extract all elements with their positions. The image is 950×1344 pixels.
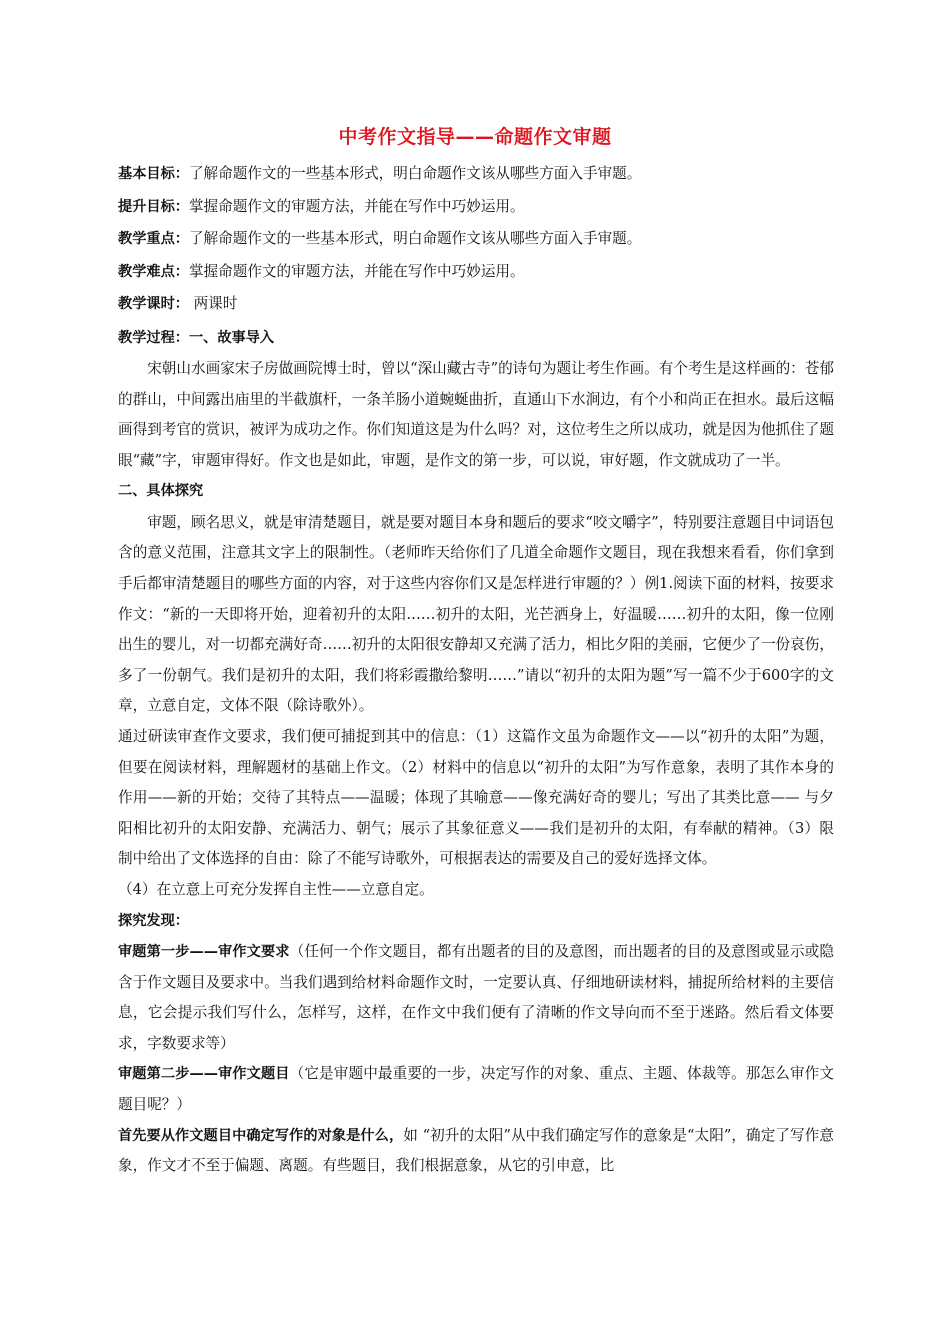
step2-text: （它是审题中最重要的一步，决定写作的对象、重点、主题、体裁等。那怎么审作文题目呢？） <box>118 1065 834 1114</box>
objective-advanced <box>118 191 834 224</box>
objective-label: 教学重点： <box>118 231 189 247</box>
first-text: 如 “初升的太阳”从中我们确定写作的意象是“太阳”，确定了写作意象，作文才不至于偏题、离题。有些题目，我们根据意象，从它的引申意，比 <box>118 1126 834 1175</box>
section2-paragraph: 审题，顾名思义，就是审清楚题目，就是要对题目本身和题后的要求“咬文嚼字”，特别要注意题目中词语包含的意义范围，注意其文字上的限制性。（老师昨天给你们了几道全命题作文题目，现在我想来看看，你们拿到手后都审清楚题目的哪些方面的内容，对于这些内容你们又是怎样进行审题的？）例1.阅读下面的材料，按要求作文：“新的一天即将开始，迎着初升的太阳……初升的太阳，光芒洒身上，好温暖……初升的太阳，像一位刚出生的婴儿，对一切都充满好奇……初升的太阳很安静却又充满了活力，相比夕阳的美丽，它便少了一份哀伤，多了一份朝气。我们是初升的太阳，我们将彩霞撒给黎明……”请以“初升的太阳为题”写一篇不少于600字的文章，立意自定，文体不限（除诗歌外）。 <box>118 513 834 715</box>
objective-label: 提升目标： <box>118 198 189 215</box>
story-paragraph: 宋朝山水画家宋子房做画院博士时，曾以“深山藏古寺”的诗句为题让考生作画。有个考生是这样画的：苍郁的群山，中间露出庙里的半截旗杆，一条羊肠小道蜿蜒曲折，直通山下水涧边，有个小和尚正在担水。最后这幅画得到考官的赏识，被评为成功之作。你们知道这是为什么吗？对，这位考生之所以成功，就是因为他抓住了题眼“藏”字，审题审得好。作文也是如此，审题，是作文的第一步，可以说，审好题，作文就成功了一半。 <box>118 360 834 469</box>
teaching-hours <box>118 288 834 321</box>
objective-text: 了解命题作文的一些基本形式，明白命题作文该从哪些方面入手审题。 <box>188 230 642 247</box>
step1-text: （任何一个作文题目，都有出题者的目的及意图，而出题者的目的及意图或显示或隐含于作文题目及要求中。当我们遇到给材料命题作文时，一定要认真、仔细地研读材料，捕捉所给材料的主要信息，它会提示我们写什么，怎样写，这样，在作文中我们便有了清晰的作文导向而不至于迷路。然后看文体要求，字数要求等） <box>118 943 834 1052</box>
step1-paragraph <box>118 937 834 1059</box>
document-title: 中考作文指导——命题作文审题 <box>338 126 612 148</box>
first-paragraph <box>118 1121 834 1182</box>
objective-text: 掌握命题作文的审题方法，并能在写作中巧妙运用。 <box>188 262 525 280</box>
objective-label: 教学难点： <box>118 263 189 280</box>
step2-paragraph <box>118 1059 834 1120</box>
section2-heading: 二、具体探究 <box>118 483 204 500</box>
process-heading: 教学过程：一、故事导入 <box>118 329 275 346</box>
teaching-difficulty <box>118 256 834 289</box>
teaching-focus <box>118 223 834 256</box>
analysis-paragraph: 通过研读审查作文要求，我们便可捕捉到其中的信息：（1）这篇作文虽为命题作文——以“初升的太阳”为题，但要在阅读材料，理解题材的基础上作文。（2）材料中的信息以“初升的太阳”为写作意象，表明了其作本身的作用——新的开始；交待了其特点——温暖；体现了其喻意——像充满好奇的婴儿；写出了其类比意—— 与夕阳相比初升的太阳安静、充满活力、朝气；展示了其象征意义——我们是初升的太阳，有奉献的精神。（3）限制中给出了文体选择的自由：除了不能写诗歌外，可根据表达的需要及自己的爱好选择文体。 <box>118 728 834 868</box>
objective-text: 两课时 <box>188 295 238 312</box>
objective-text: 掌握命题作文的审题方法，并能在写作中巧妙运用。 <box>188 197 525 215</box>
first-label: 首先要从作文题目中确定写作的对象是什么， <box>118 1127 404 1144</box>
document-body <box>118 158 834 1182</box>
findings-heading: 探究发现： <box>118 912 189 929</box>
step2-label: 审题第二步——审作文题目 <box>118 1066 290 1083</box>
objective-text: 了解命题作文的一些基本形式，明白命题作文该从哪些方面入手审题。 <box>188 165 642 182</box>
objective-basic <box>118 158 834 191</box>
objective-label: 基本目标： <box>118 166 189 182</box>
objective-label: 教学课时： <box>118 296 189 312</box>
step1-label: 审题第一步——审作文要求 <box>118 944 290 961</box>
analysis-paragraph-4: （4）在立意上可充分发挥自主性——立意自定。 <box>118 881 434 898</box>
